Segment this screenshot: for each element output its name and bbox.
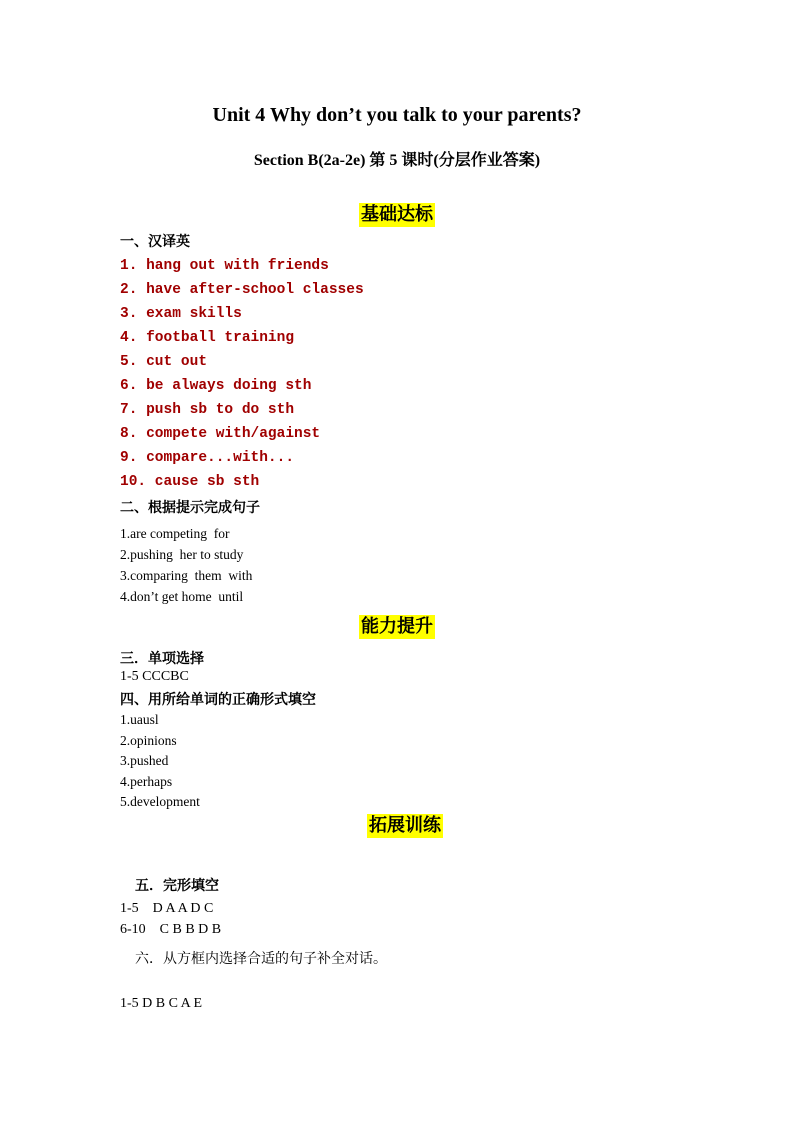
list-item: 3.comparing them with — [120, 568, 253, 583]
section5-heading: 五．完形填空 — [135, 878, 219, 894]
list-item: 10. cause sb sth — [120, 474, 260, 490]
list-item: 2. have after-school classes — [120, 282, 364, 298]
list-item: 5. cut out — [120, 354, 208, 370]
list-item: 4.don’t get home until — [120, 589, 244, 604]
list-item: 3.pushed — [120, 753, 169, 769]
list-item: 5.development — [120, 794, 200, 810]
section6-heading: 六．从方框内选择合适的句子补全对话。 — [135, 951, 387, 967]
section4-answer-list — [120, 710, 200, 813]
section2-answer-list — [120, 523, 252, 607]
list-item: 1.are competing for — [120, 526, 230, 541]
list-item: 2.opinions — [120, 732, 177, 748]
banner-ability: 能力提升 — [361, 616, 433, 637]
section3-heading: 三．单项选择 — [120, 651, 204, 667]
banner-extension: 拓展训练 — [369, 815, 441, 836]
list-item: 4. football training — [120, 330, 295, 346]
banner-basic: 基础达标 — [361, 204, 433, 225]
section3-answer: 1-5 CCCBC — [120, 669, 189, 684]
page-subtitle: Section B(2a-2e) 第 5 课时(分层作业答案) — [253, 152, 541, 169]
list-item: 9. compare...with... — [120, 450, 295, 466]
list-item: 3. exam skills — [120, 306, 242, 322]
section2-heading: 二、根据提示完成句子 — [120, 500, 260, 516]
list-item: 1.uausl — [120, 712, 159, 727]
section4-heading: 四、用所给单词的正确形式填空 — [120, 692, 316, 708]
section1-heading: 一、汉译英 — [120, 234, 190, 250]
list-item: 1. hang out with friends — [120, 258, 329, 274]
list-item: 6. be always doing sth — [120, 378, 312, 394]
section1-answer-list — [120, 254, 364, 494]
list-item: 4.perhaps — [120, 773, 173, 789]
list-item: 7. push sb to do sth — [120, 402, 295, 418]
list-item: 2.pushing her to study — [120, 547, 244, 562]
section6-answer: 1-5 D B C A E — [120, 996, 203, 1011]
section5-answer-1: 1-5 D A A D C — [120, 901, 214, 916]
list-item: 8. compete with/against — [120, 426, 321, 442]
page-title: Unit 4 Why don’t you talk to your parents? — [212, 104, 582, 126]
section5-answer-2: 6-10 C B B D B — [120, 922, 222, 937]
